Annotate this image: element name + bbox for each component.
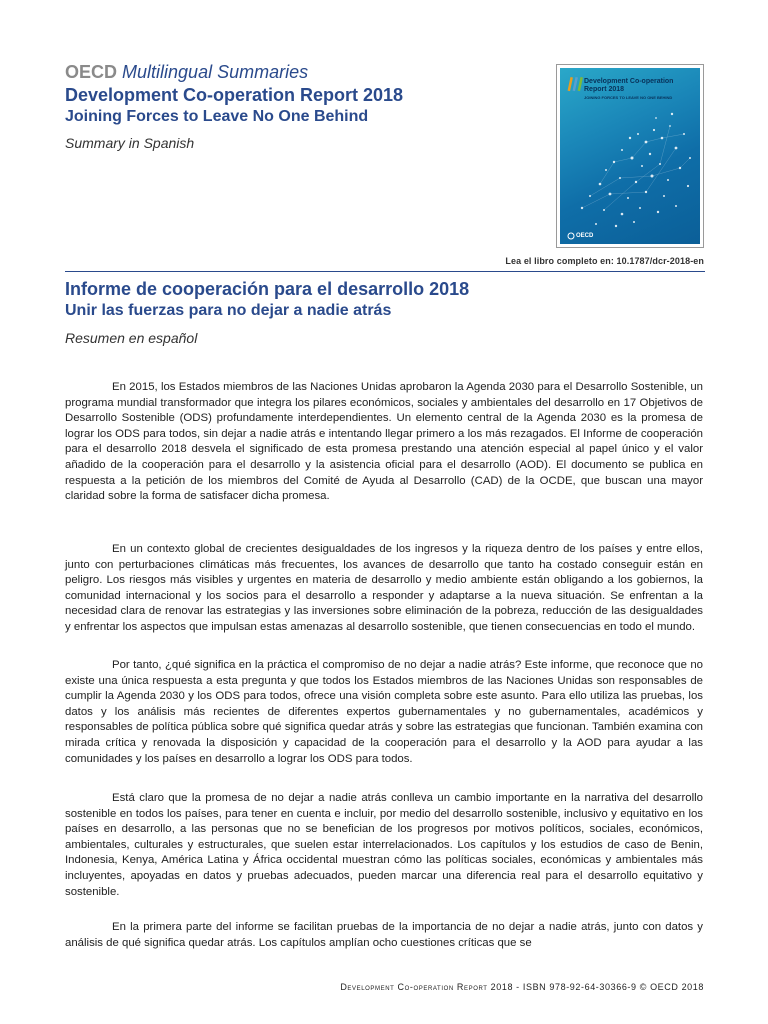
summary-language: Summary in Spanish (65, 135, 195, 151)
brand-oecd: OECD (65, 62, 118, 82)
paragraph: Está claro que la promesa de no dejar a nadie atrás conlleva un cambio importante en la narrativa del desarrollo sostenible en todos los países, para tener en cuenta e incluir, por medio del desarrollo sostenible, inclusivo y equitativo en los países en desarrollo, a las personas que no se benefician de los progresos por motivos políticos, sociales, económicos, ambientales, culturales y estructurales, que suelen estar interrelacionados. Los capítulos y los estudios de caso de Benin, Indonesia, Kenya, América Latina y África occidental muestran cómo las políticas sociales, económicas y ambientales más incluyentes, apoyadas en datos y pruebas adecuados, pueden marcar una diferencia real para el desarrollo equitativo y sostenible. (65, 792, 703, 898)
paragraph: En 2015, los Estados miembros de las Naciones Unidas aprobaron la Agenda 2030 para el Desarrollo Sostenible, un programa mundial transformador que integra los pilares económicos, sociales y ambientales del desarrollo en 17 Objetivos de Desarrollo Sostenible (ODS) profundamente interdependientes. Un elemento central de la Agenda 2030 es la promesa de lograr los ODS para todos, sin dejar a nadie atrás e intentando llegar primero a los más rezagados. El Informe de cooperación para el desarrollo 2018 desvela el significado de esta promesa prestando una atención especial al papel único y el valor añadido de la cooperación para el desarrollo y la asistencia oficial para el desarrollo (AOD). El documento se publica en respuesta a la petición de los miembros del Comité de Ayuda al Desarrollo (CAD) de la OCDE, que buscan una mayor claridad sobre la forma de satisfacer dicha promesa. (65, 381, 703, 503)
paragraph: En la primera parte del informe se facilitan pruebas de la importancia de no dejar a nadie atrás, junto con datos y análisis de qué significa quedar atrás. Los capítulos amplían ocho cuestiones críticas que se (65, 921, 703, 949)
brand-series: Multilingual Summaries (122, 62, 309, 82)
book-cover[interactable] (556, 64, 704, 248)
document-header (65, 62, 545, 151)
page-footer: Development Co-operation Report 2018 - ISBN 978-92-64-30366-9 © OECD 2018 (340, 982, 704, 992)
cover-title: Development Co-operation Report 2018 (584, 78, 674, 93)
header-divider (65, 271, 705, 272)
spanish-subtitle: Unir las fuerzas para no dejar a nadie atrás (65, 302, 392, 319)
cover-artwork (560, 68, 700, 244)
paragraph: Por tanto, ¿qué significa en la práctica el compromiso de no dejar a nadie atrás? Este informe, que reconoce que no existe una única respuesta a esta pregunta y que todos los Estados miembros de las Naciones Unidas son responsables de cumplir la Agenda 2030 y los ODS para todos, ofrece una visión completa sobre este asunto. Para ello utiliza las pruebas, los datos y los análisis más recientes de diferentes expertos gubernamentales y no gubernamentales, académicos y responsables de política pública sobre qué significa quedar atrás y sobre las estrategias que funcionan. También examina con mirada crítica y renovada la disposición y capacidad de la cooperación para el desarrollo y la AOD para ayudar a las comunidades y los países en desarrollo a lograr los ODS para todos. (65, 659, 703, 765)
cover-oecd-logo: OECD (576, 233, 594, 239)
brand-line (65, 62, 545, 82)
spanish-title-block (65, 279, 705, 346)
report-title: Development Co-operation Report 2018 (65, 85, 404, 105)
read-full-book-link[interactable]: Lea el libro completo en: 10.1787/dcr-2018-en (505, 256, 704, 266)
cover-subtitle: JOINING FORCES TO LEAVE NO ONE BEHIND (584, 95, 673, 100)
spanish-summary-label: Resumen en español (65, 330, 198, 346)
report-subtitle: Joining Forces to Leave No One Behind (65, 108, 369, 125)
paragraph: En un contexto global de crecientes desigualdades de los ingresos y la riqueza dentro de los países y entre ellos, junto con perturbaciones climáticas más frecuentes, los avances de desarrollo que tanto ha costado conseguir están en peligro. Los riesgos más visibles y urgentes en materia de desarrollo y medio ambiente están obligando a los gobiernos, la comunidad internacional y los socios para el desarrollo a responder y adaptarse a la nueva situación. Se enfrentan a la necesidad clara de renovar las estrategias y las inversiones sobre eliminación de la pobreza, reducción de las desigualdades y enfrentar los aspectos que impulsan estas amenazas al desarrollo sostenible, que tienen consecuencias en todo el mundo. (65, 543, 703, 633)
spanish-title: Informe de cooperación para el desarrollo 2018 (65, 279, 470, 299)
